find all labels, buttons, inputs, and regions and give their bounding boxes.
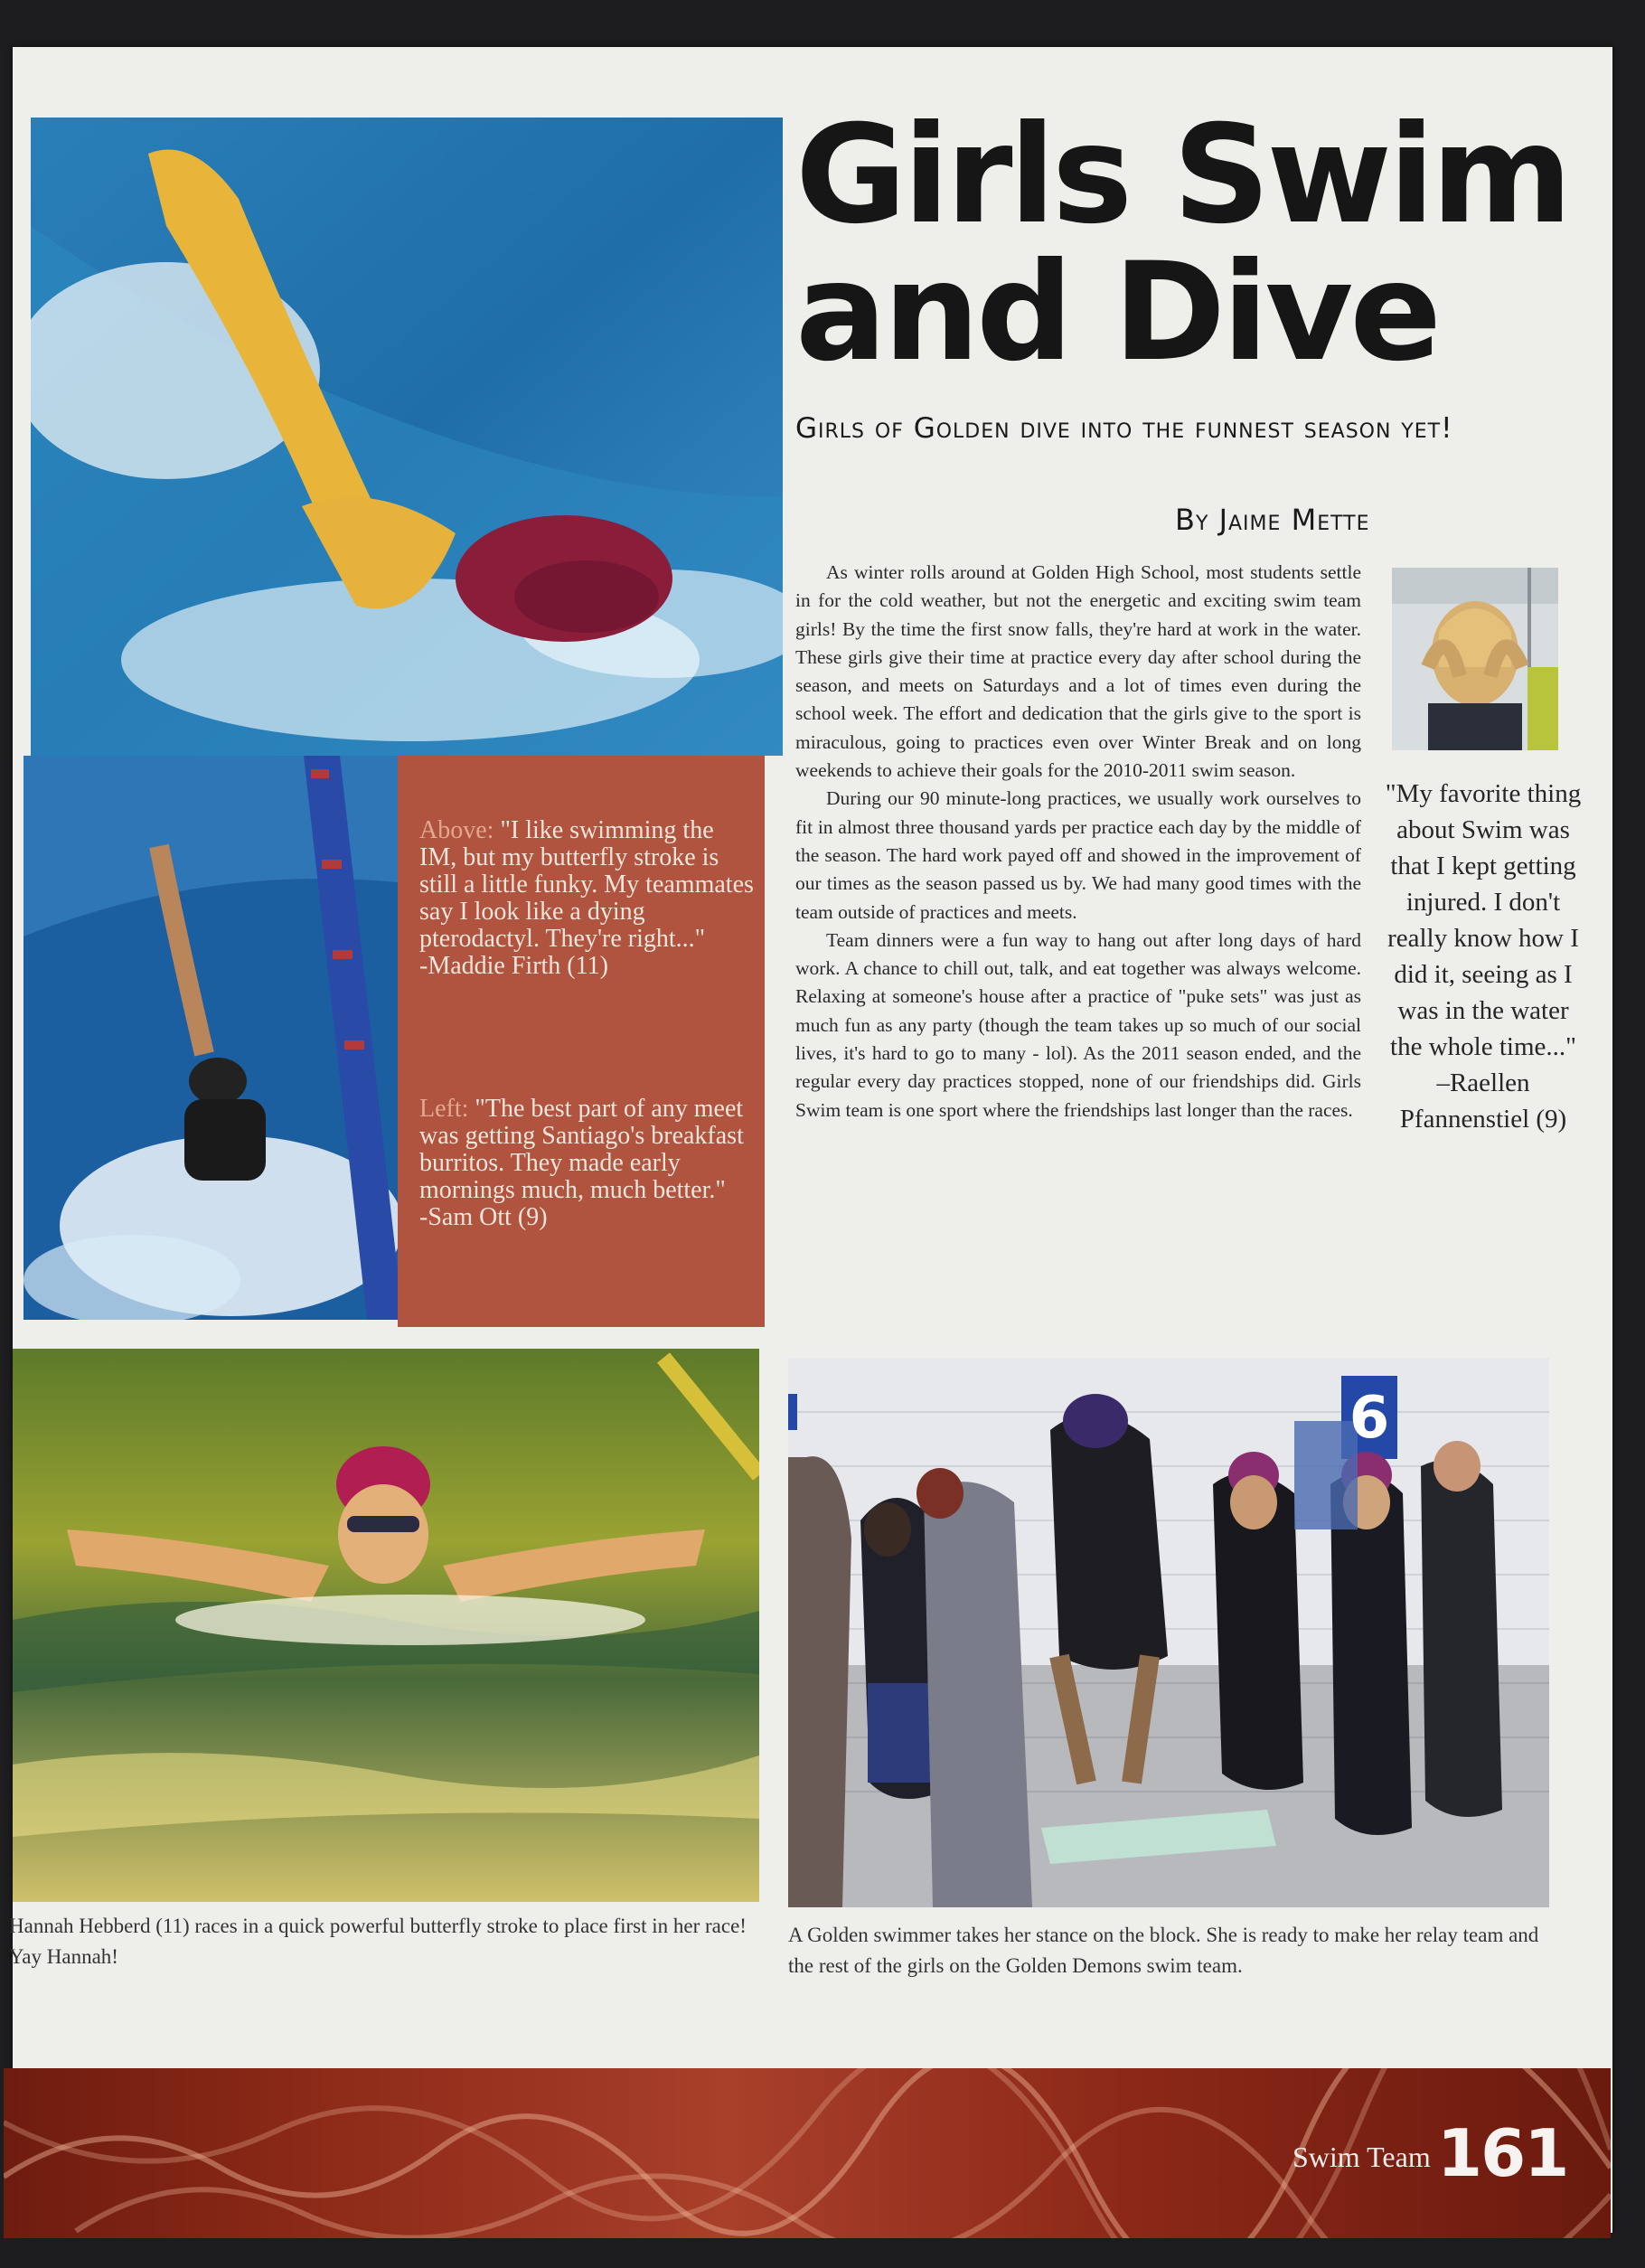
above-quote	[419, 817, 754, 980]
page-number: 161	[1437, 2115, 1568, 2191]
article-title: Girls Swim and Dive	[795, 97, 1569, 391]
article-paragraph: During our 90 minute-long practices, we usually work ourselves to fit in almost three thousand yards per practice each day by the middle of the season. The hard work payed off and showed in the improvement of our times as the season passed us by. We had many good times with the team outside of practices and meets.	[795, 787, 1361, 923]
article-body	[795, 559, 1361, 1125]
starting-block-photo	[788, 1358, 1549, 1907]
left-quote-label: Left:	[419, 1095, 469, 1123]
lane-rope-photo	[24, 756, 398, 1320]
article-byline: By Jaime Mette	[1175, 503, 1370, 537]
side-quote	[1381, 776, 1585, 1137]
butterfly-photo	[13, 1349, 759, 1902]
above-quote-label: Above:	[419, 816, 494, 844]
article-paragraph: Team dinners were a fun way to hang out after long days of hard work. A chance to chill out, talk, and eat together was always welcome. Relaxing at someone's house after a practice of "puke sets" was just as much fun as any party (though the team takes up so much of our social lives, it's hard to go to many - lol). As the 2011 season ended, and the regular every day practices stopped, none of our friendships did. Girls Swim team is one sport where the friendships last longer than the races.	[795, 928, 1361, 1121]
article-subtitle: Girls of Golden dive into the funnest season yet!	[795, 412, 1453, 445]
left-quote	[419, 1096, 754, 1231]
backstroke-photo	[31, 118, 783, 756]
left-quote-text: "The best part of any meet was getting Santiago's breakfast burritos. They made early mornings much, much better."	[419, 1095, 744, 1204]
above-quote-attribution: -Maddie Firth (11)	[419, 952, 608, 980]
butterfly-caption: Hannah Hebberd (11) races in a quick powerful butterfly stroke to place first in her race! Yay Hannah!	[9, 1915, 747, 1968]
left-quote-attribution: -Sam Ott (9)	[419, 1203, 548, 1231]
side-quote-text: "My favorite thing about Swim was that I kept getting injured. I don't really know how I did it, seeing as I was in the water the whole time..."	[1385, 779, 1582, 1061]
article-paragraph: As winter rolls around at Golden High School, most students settle in for the cold weather, but not the energetic and exciting swim team girls! By the time the first snow falls, they're hard at work in the water. These girls give their time at practice every day after school during the season, and meets on Saturdays and a lot of times even during the school week. The effort and dedication that the girls give to the sport is miraculous, going to practices even over Winter Break and on long weekends to achieve their goals for the 2010-2011 swim season.	[795, 561, 1361, 782]
portrait-photo	[1392, 568, 1558, 750]
lane-number-sign: 6	[1349, 1385, 1390, 1452]
side-quote-attribution: –Raellen Pfannenstiel (9)	[1399, 1068, 1567, 1134]
block-caption: A Golden swimmer takes her stance on the block. She is ready to make her relay team and the rest of the girls on the Golden Demons swim team.	[788, 1924, 1539, 1977]
above-quote-text: "I like swimming the IM, but my butterfly stroke is still a little funky. My teammates say I look like a dying pterodactyl. They're right..."	[419, 816, 754, 953]
footer-section-name: Swim Team	[1292, 2141, 1431, 2173]
